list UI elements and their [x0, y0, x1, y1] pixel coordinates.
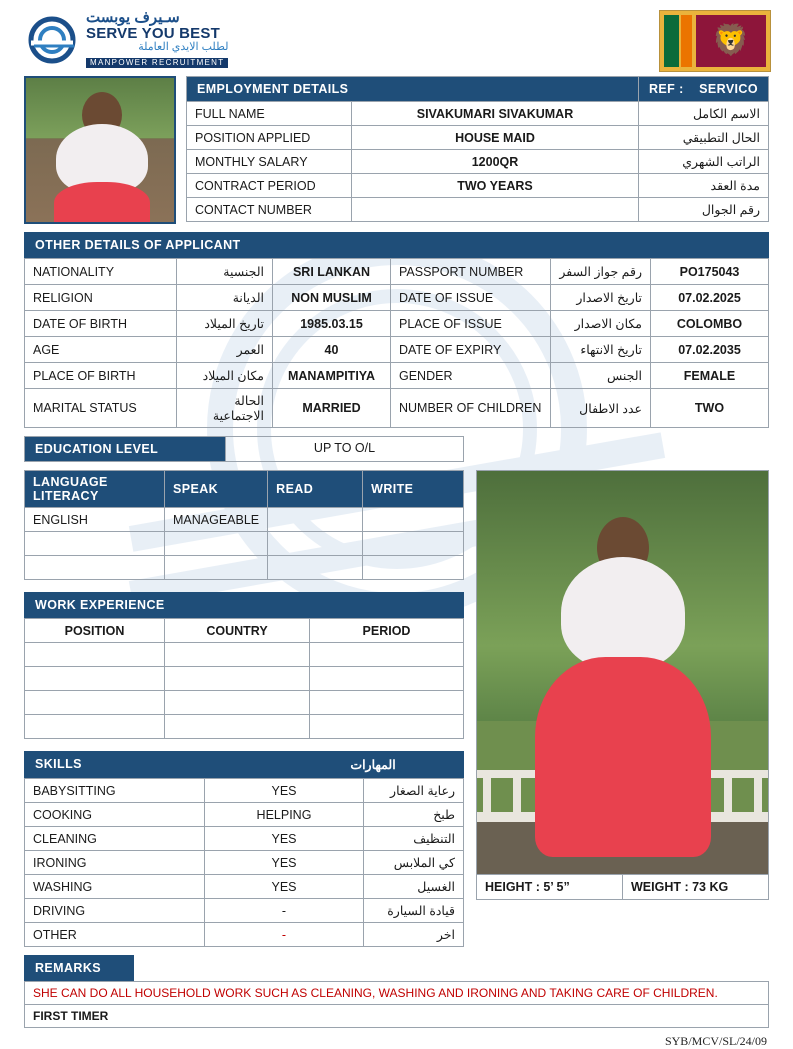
cell-write: [363, 508, 464, 532]
row-value: 1200QR: [352, 150, 639, 174]
cell-speak: MANAGEABLE: [165, 508, 268, 532]
col-language: LANGUAGE LITERACY: [25, 471, 165, 508]
table-row: [25, 803, 464, 827]
col-period: PERIOD: [310, 619, 464, 643]
cell-label-2: GENDER: [391, 363, 551, 389]
cell-period: [310, 667, 464, 691]
employment-details-header: EMPLOYMENT DETAILS: [187, 77, 638, 101]
col-read: READ: [268, 471, 363, 508]
skill-name: COOKING: [25, 803, 205, 827]
row-arabic: مدة العقد: [639, 174, 769, 198]
table-row: [25, 899, 464, 923]
table-row: [187, 198, 769, 222]
skill-value: -: [205, 923, 364, 947]
table-row: [187, 102, 769, 126]
footer-code: SYB/MCV/SL/24/09: [664, 1034, 767, 1048]
language-literacy-table: [24, 470, 464, 580]
cell-value: MANAMPITIYA: [273, 363, 391, 389]
remarks-section: [0, 955, 793, 1028]
education-section: [0, 436, 793, 462]
skill-value: YES: [205, 779, 364, 803]
skill-name: OTHER: [25, 923, 205, 947]
table-row: [25, 643, 464, 667]
table-row: [25, 851, 464, 875]
skill-arabic: التنظيف: [364, 827, 464, 851]
skills-header: SKILLS: [25, 752, 283, 777]
cell-value: 40: [273, 337, 391, 363]
col-country: COUNTRY: [165, 619, 310, 643]
row-arabic: الراتب الشهري: [639, 150, 769, 174]
row-value: SIVAKUMARI SIVAKUMAR: [352, 102, 639, 126]
cell-value: NON MUSLIM: [273, 285, 391, 311]
table-row: [187, 150, 769, 174]
cell-value-2: COLOMBO: [651, 311, 769, 337]
table-row: [25, 285, 769, 311]
cell-arabic-2: رقم جواز السفر: [550, 259, 650, 285]
table-row: [25, 337, 769, 363]
cell-position: [25, 715, 165, 739]
cell-label-2: NUMBER OF CHILDREN: [391, 389, 551, 428]
education-level-value: UP TO O/L: [225, 437, 463, 461]
skill-name: BABYSITTING: [25, 779, 205, 803]
cell-label-2: PASSPORT NUMBER: [391, 259, 551, 285]
skills-table: [24, 778, 464, 947]
table-row: [25, 389, 769, 428]
skill-arabic: طبخ: [364, 803, 464, 827]
table-header-row: [25, 471, 464, 508]
row-label: CONTACT NUMBER: [187, 198, 352, 222]
cell-value-2: 07.02.2035: [651, 337, 769, 363]
cell-label: PLACE OF BIRTH: [25, 363, 177, 389]
applicant-photo-small: [24, 76, 176, 224]
skill-value: HELPING: [205, 803, 364, 827]
mid-section: [0, 470, 793, 947]
row-label: MONTHLY SALARY: [187, 150, 352, 174]
skill-arabic: الغسيل: [364, 875, 464, 899]
cell-value: 1985.03.15: [273, 311, 391, 337]
cell-language: [25, 532, 165, 556]
table-row: [25, 532, 464, 556]
cell-language: [25, 556, 165, 580]
weight-value: WEIGHT : 73 KG: [622, 875, 768, 899]
cell-position: [25, 667, 165, 691]
sri-lanka-flag-icon: [659, 10, 771, 72]
row-label: FULL NAME: [187, 102, 352, 126]
brand-arabic-title: سـيرف يوبست: [86, 9, 180, 26]
employment-details-table: [186, 101, 769, 222]
row-value: TWO YEARS: [352, 174, 639, 198]
table-row: [25, 667, 464, 691]
other-details-header: OTHER DETAILS OF APPLICANT: [24, 232, 769, 258]
col-write: WRITE: [363, 471, 464, 508]
ref-cell: [638, 77, 768, 101]
table-header-row: [25, 619, 464, 643]
table-row: [25, 556, 464, 580]
skill-arabic: اخر: [364, 923, 464, 947]
other-details-table: [24, 258, 769, 428]
ref-value: SERVICO: [699, 82, 758, 96]
table-row: [25, 691, 464, 715]
cell-value-2: 07.02.2025: [651, 285, 769, 311]
ref-label: REF :: [649, 82, 684, 96]
cell-period: [310, 643, 464, 667]
page-header: [0, 0, 793, 76]
cell-label-2: PLACE OF ISSUE: [391, 311, 551, 337]
skill-value: YES: [205, 875, 364, 899]
cell-write: [363, 532, 464, 556]
cell-label-2: DATE OF ISSUE: [391, 285, 551, 311]
cell-country: [165, 667, 310, 691]
cell-arabic: تاريخ الميلاد: [177, 311, 273, 337]
row-arabic: الاسم الكامل: [639, 102, 769, 126]
skill-value: YES: [205, 827, 364, 851]
height-value: HEIGHT : 5’ 5”: [485, 880, 570, 894]
skills-header-arabic: المهارات: [283, 752, 463, 777]
table-row: [25, 363, 769, 389]
table-row: [25, 779, 464, 803]
remarks-line-1: SHE CAN DO ALL HOUSEHOLD WORK SUCH AS CLEANING, WASHING AND IRONING AND TAKING CARE OF CHILDREN.: [24, 981, 769, 1005]
row-arabic: رقم الجوال: [639, 198, 769, 222]
cell-arabic-2: مكان الاصدار: [550, 311, 650, 337]
work-experience-header: WORK EXPERIENCE: [24, 592, 464, 618]
cell-arabic-2: عدد الاطفال: [550, 389, 650, 428]
skill-arabic: كي الملابس: [364, 851, 464, 875]
brand-english-subtitle: MANPOWER RECRUITMENT: [86, 58, 228, 68]
cell-arabic: العمر: [177, 337, 273, 363]
col-position: POSITION: [25, 619, 165, 643]
cell-value: SRI LANKAN: [273, 259, 391, 285]
cell-label: NATIONALITY: [25, 259, 177, 285]
cell-arabic: الديانة: [177, 285, 273, 311]
table-row: [25, 715, 464, 739]
skill-name: DRIVING: [25, 899, 205, 923]
col-speak: SPEAK: [165, 471, 268, 508]
remarks-line-2: FIRST TIMER: [24, 1005, 769, 1028]
cell-country: [165, 643, 310, 667]
cell-position: [25, 643, 165, 667]
skill-arabic: رعاية الصغار: [364, 779, 464, 803]
row-label: POSITION APPLIED: [187, 126, 352, 150]
cell-label: DATE OF BIRTH: [25, 311, 177, 337]
row-label: CONTRACT PERIOD: [187, 174, 352, 198]
brand-english-title: SERVE YOU BEST: [86, 24, 220, 42]
cell-arabic-2: تاريخ الانتهاء: [550, 337, 650, 363]
cell-label-2: DATE OF EXPIRY: [391, 337, 551, 363]
remarks-header: REMARKS: [24, 955, 134, 981]
cell-label: AGE: [25, 337, 177, 363]
cell-arabic-2: الجنس: [550, 363, 650, 389]
cell-language: ENGLISH: [25, 508, 165, 532]
cell-read: [268, 532, 363, 556]
cell-position: [25, 691, 165, 715]
cell-label: RELIGION: [25, 285, 177, 311]
table-row: [187, 174, 769, 198]
cell-value-2: PO175043: [651, 259, 769, 285]
cell-value-2: FEMALE: [651, 363, 769, 389]
skill-value: -: [205, 899, 364, 923]
cell-speak: [165, 532, 268, 556]
skill-name: IRONING: [25, 851, 205, 875]
row-value: HOUSE MAID: [352, 126, 639, 150]
cell-period: [310, 691, 464, 715]
upper-section: [0, 76, 793, 224]
row-arabic: الحال التطبيقي: [639, 126, 769, 150]
skill-arabic: قيادة السيارة: [364, 899, 464, 923]
cell-arabic: الجنسية: [177, 259, 273, 285]
cell-read: [268, 508, 363, 532]
cell-country: [165, 715, 310, 739]
education-level-header: EDUCATION LEVEL: [25, 437, 225, 461]
cell-label: MARITAL STATUS: [25, 389, 177, 428]
table-row: [25, 875, 464, 899]
other-details-section: [0, 232, 793, 428]
cell-period: [310, 715, 464, 739]
company-logo-icon: [28, 16, 76, 64]
table-row: [187, 126, 769, 150]
table-row: [25, 508, 464, 532]
skill-value: YES: [205, 851, 364, 875]
cell-value-2: TWO: [651, 389, 769, 428]
lion-icon: 🦁: [712, 24, 750, 57]
table-row: [25, 923, 464, 947]
table-row: [25, 259, 769, 285]
skill-name: CLEANING: [25, 827, 205, 851]
cell-arabic: الحالة الاجتماعية: [177, 389, 273, 428]
cell-read: [268, 556, 363, 580]
brand-block: [28, 10, 228, 70]
cell-speak: [165, 556, 268, 580]
skill-name: WASHING: [25, 875, 205, 899]
brand-arabic-subtitle: لطلب الايدي العاملة: [138, 40, 229, 53]
cell-value: MARRIED: [273, 389, 391, 428]
cell-country: [165, 691, 310, 715]
measurements-row: [476, 875, 769, 900]
cell-arabic-2: تاريخ الاصدار: [550, 285, 650, 311]
table-row: [25, 311, 769, 337]
applicant-photo-large: [476, 470, 769, 875]
cell-arabic: مكان الميلاد: [177, 363, 273, 389]
cell-write: [363, 556, 464, 580]
table-row: [25, 827, 464, 851]
row-value: [352, 198, 639, 222]
employment-details-block: [186, 76, 769, 222]
work-experience-table: [24, 618, 464, 739]
